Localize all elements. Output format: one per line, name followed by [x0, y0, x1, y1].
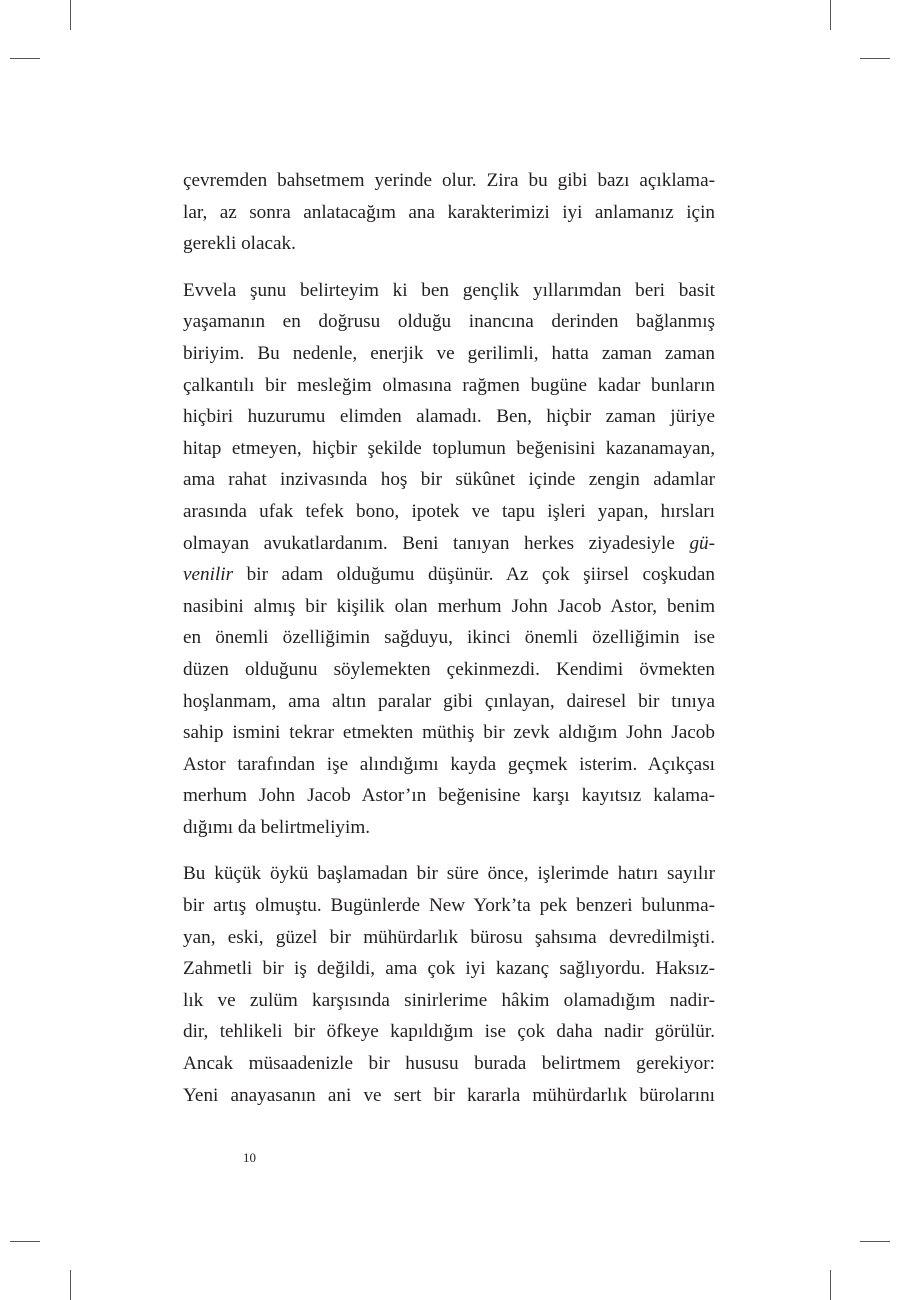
- text-line: Astor tarafından işe alındığımı kayda geçmek isterim. Açıkçası: [183, 753, 715, 775]
- crop-mark-bottom-left: [70, 1270, 71, 1300]
- text-line: ama rahat inzivasında hoş bir sükûnet içinde zengin adamlar: [183, 469, 715, 491]
- text-line: sahip ismini tekrar etmekten müthiş bir zevk aldığım John Jacob: [183, 722, 715, 744]
- text-line: yaşamanın en doğrusu olduğu inancına derinden bağlanmış: [183, 311, 715, 333]
- text-line: [183, 528, 715, 560]
- text-line: biriyim. Bu nedenle, enerjik ve gerilimli, hatta zaman zaman: [183, 342, 715, 364]
- text-line: çevremden bahsetmem yerinde olur. Zira bu gibi bazı açıklama-: [183, 170, 715, 191]
- text-line: dir, tehlikeli bir öfkeye kapıldığım ise çok daha nadir görülür.: [183, 1021, 715, 1043]
- text-line: Ancak müsaadenizle bir hususu burada belirtmem gerekiyor:: [183, 1053, 715, 1075]
- crop-mark-right-top: [860, 58, 890, 59]
- text-line: merhum John Jacob Astor’ın beğenisine karşı kayıtsız kalama-: [183, 785, 715, 807]
- text-line: Bu küçük öykü başlamadan bir süre önce, işlerimde hatırı sayılır: [183, 863, 715, 885]
- italic-word: gü-: [689, 532, 716, 554]
- text-line: nasibini almış bir kişilik olan merhum John Jacob Astor, benim: [183, 595, 715, 617]
- text-line: lık ve zulüm karşısında sinirlerime hâkim olamadığım nadir-: [183, 989, 715, 1011]
- italic-word: venilir: [183, 564, 234, 586]
- text-line: düzen olduğunu söylemekten çekinmezdi. Kendimi övmekten: [183, 658, 715, 680]
- text-line: Zahmetli bir iş değildi, ama çok iyi kazanç sağlıyordu. Haksız-: [183, 958, 715, 980]
- text-line: dığımı da belirtmeliyim.: [183, 816, 371, 838]
- text-line: arasında ufak tefek bono, ipotek ve tapu işleri yapan, hırsları: [183, 500, 715, 522]
- text-segment: olmayan avukatlardanım. Beni tanıyan herkes ziyadesiyle: [183, 532, 675, 554]
- crop-mark-top-left: [70, 0, 71, 30]
- paragraph: [183, 275, 715, 844]
- text-line: bir artış olmuştu. Bugünlerde New York’ta pek benzeri bulunma-: [183, 895, 715, 917]
- text-line: Yeni anayasanın ani ve sert bir kararla mühürdarlık bürolarını: [183, 1084, 715, 1106]
- text-line: en önemli özelliğimin sağduyu, ikinci önemli özelliğimin ise: [183, 627, 715, 649]
- crop-mark-left-bottom: [10, 1241, 40, 1242]
- crop-mark-bottom-right: [830, 1270, 831, 1300]
- text-line: yan, eski, güzel bir mühürdarlık bürosu şahsıma devredilmişti.: [183, 926, 715, 948]
- text-line: gerekli olacak.: [183, 233, 296, 255]
- text-line: çalkantılı bir mesleğim olmasına rağmen bugüne kadar bunların: [183, 374, 715, 396]
- paragraph: [183, 165, 715, 260]
- crop-mark-left-top: [10, 58, 40, 59]
- crop-mark-right-bottom: [860, 1241, 890, 1242]
- text-segment: bir adam olduğumu düşünür. Az çok şiirsel coşkudan: [246, 564, 715, 586]
- text-line: [183, 559, 715, 591]
- text-line: hoşlanmam, ama altın paralar gibi çınlayan, dairesel bir tınıya: [183, 690, 715, 712]
- text-line: Evvela şunu belirteyim ki ben gençlik yıllarımdan beri basit: [183, 279, 715, 301]
- page-number: 10: [243, 1150, 256, 1165]
- crop-mark-top-right: [830, 0, 831, 30]
- text-line: hiçbiri huzurumu elimden alamadı. Ben, hiçbir zaman jüriye: [183, 406, 715, 428]
- body-text: [183, 165, 715, 1111]
- paragraph: [183, 858, 715, 1111]
- text-line: lar, az sonra anlatacağım ana karakterimizi iyi anlamanız için: [183, 201, 715, 223]
- text-line: hitap etmeyen, hiçbir şekilde toplumun beğenisini kazanamayan,: [183, 437, 715, 459]
